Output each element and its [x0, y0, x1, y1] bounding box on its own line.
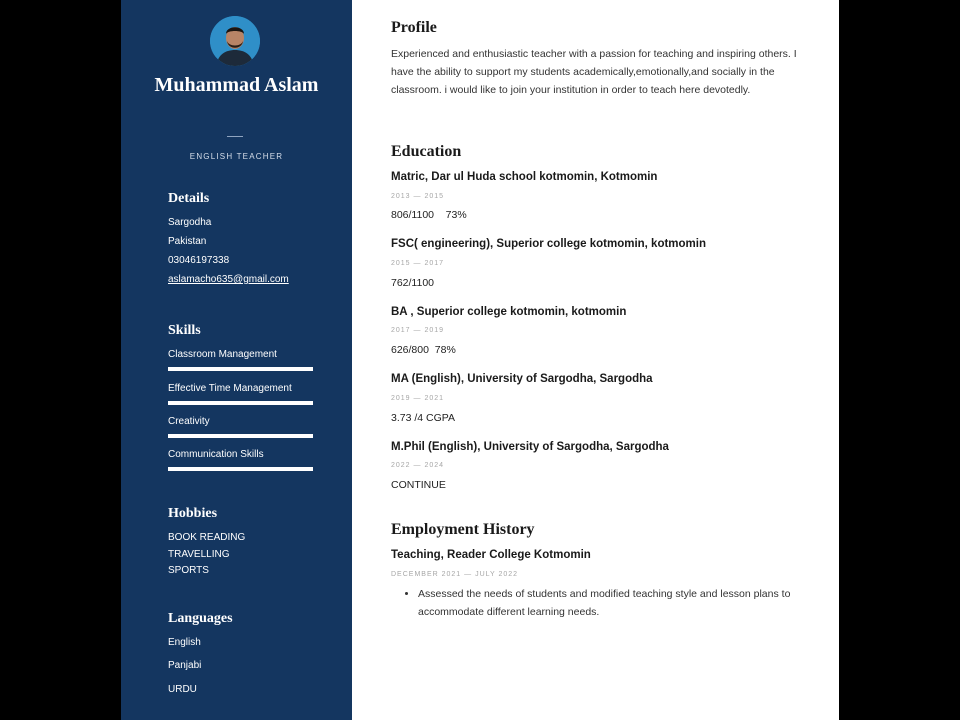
education-score: 3.73 /4 CGPA	[391, 412, 456, 424]
education-dates: 2019 — 2021	[391, 395, 445, 402]
skill-level-bar	[168, 401, 313, 405]
education-dates: 2017 — 2019	[391, 327, 445, 334]
hobbies-heading: Hobbies	[168, 506, 218, 521]
education-title: Matric, Dar ul Huda school kotmomin, Kotmomin	[391, 171, 658, 183]
language-item: URDU	[168, 684, 197, 695]
education-dates: 2015 — 2017	[391, 260, 445, 267]
skill-level-bar	[168, 467, 313, 471]
job-title: ENGLISH TEACHER	[189, 152, 284, 161]
resume-sidebar	[121, 0, 352, 720]
skill-name: Communication Skills	[168, 449, 264, 460]
person-photo-icon	[210, 16, 260, 66]
skill-level-fill	[168, 434, 313, 438]
education-score: 762/1100	[391, 277, 435, 289]
skill-level-fill	[168, 401, 313, 405]
language-item: Panjabi	[168, 660, 202, 671]
education-title: FSC( engineering), Superior college kotmomin, kotmomin	[391, 238, 707, 250]
education-dates: 2022 — 2024	[391, 462, 445, 469]
skill-level-bar	[168, 367, 313, 371]
hobbies-list	[168, 530, 245, 580]
employment-title: Teaching, Reader College Kotmomin	[391, 549, 591, 561]
resume-page	[121, 0, 839, 720]
skill-name: Effective Time Management	[168, 383, 292, 394]
skill-name: Creativity	[168, 416, 210, 427]
education-score: 626/800 78%	[391, 344, 456, 356]
education-title: BA , Superior college kotmomin, kotmomin	[391, 306, 627, 318]
skills-heading: Skills	[168, 323, 201, 338]
employment-dates: DECEMBER 2021 — JULY 2022	[391, 571, 519, 578]
detail-country: Pakistan	[168, 236, 207, 247]
education-score: 806/1100 73%	[391, 209, 467, 221]
list-item: TRAVELLING	[168, 548, 230, 560]
languages-heading: Languages	[168, 611, 233, 626]
language-item: English	[168, 637, 201, 648]
list-item: SPORTS	[168, 565, 209, 576]
profile-text: Experienced and enthusiastic teacher with a passion for teaching and inspiring others. I have the ability to support my students academically,emotionally,and socially in the classroom. i would like to join your institution in order to teach here devotedly.	[391, 48, 797, 96]
details-heading: Details	[168, 191, 210, 206]
detail-email-link[interactable]: aslamacho635@gmail.com	[168, 274, 289, 285]
employment-heading: Employment History	[391, 521, 535, 538]
education-score: CONTINUE	[391, 479, 446, 491]
profile-heading: Profile	[391, 19, 437, 36]
employment-bullets	[391, 585, 838, 621]
list-item: • Assessed the needs of students and modified teaching style and lesson plans to accommodate different learning needs.	[418, 585, 838, 621]
detail-phone: 03046197338	[168, 255, 230, 266]
avatar	[210, 16, 260, 66]
education-title: M.Phil (English), University of Sargodha, Sargodha	[391, 441, 669, 453]
name-divider	[227, 136, 243, 137]
education-dates: 2013 — 2015	[391, 193, 445, 200]
detail-city: Sargodha	[168, 217, 212, 228]
skill-level-fill	[168, 367, 313, 371]
skill-name: Classroom Management	[168, 349, 277, 360]
list-item: BOOK READING	[168, 532, 246, 543]
skill-level-bar	[168, 434, 313, 438]
skill-level-fill	[168, 467, 313, 471]
education-title: MA (English), University of Sargodha, Sargodha	[391, 373, 653, 385]
person-name: Muhammad Aslam	[154, 74, 319, 96]
education-heading: Education	[391, 143, 462, 160]
